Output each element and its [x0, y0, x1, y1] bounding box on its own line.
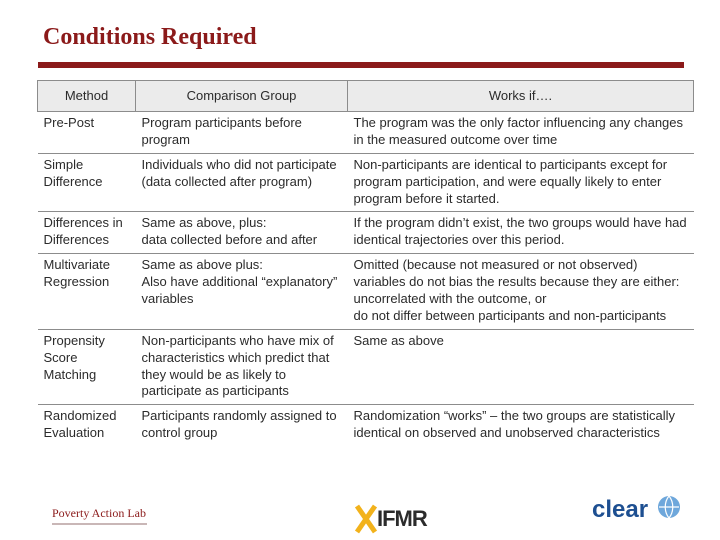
table-row [38, 212, 694, 254]
comparison-group-cell: Same as above plus: Also have additional “explanatory” variables [136, 254, 348, 330]
comparison-group-cell: Non-participants who have mix of characteristics which predict that they would be as likely to participate as participants [136, 329, 348, 405]
works-if-cell: Non-participants are identical to participants except for program participation, and were equally likely to enter program before it started. [348, 153, 694, 212]
clear-logo-text: clear [592, 496, 649, 523]
works-if-cell: If the program didn’t exist, the two groups would have had identical trajectories over this period. [348, 212, 694, 254]
comparison-group-cell: Program participants before program [136, 112, 348, 154]
table-row [38, 405, 694, 446]
column-header-works-if: Works if…. [348, 81, 694, 112]
title-divider [38, 62, 684, 68]
method-cell: Multivariate Regression [38, 254, 136, 330]
works-if-cell: Randomization “works” – the two groups are statistically identical on observed and unobserved characteristics [348, 405, 694, 446]
column-header-method: Method [38, 81, 136, 112]
method-cell: Differences in Differences [38, 212, 136, 254]
page-title: Conditions Required [43, 24, 257, 50]
poverty-action-lab-logo: Poverty Action Lab [52, 506, 146, 520]
method-cell: Pre-Post [38, 112, 136, 154]
table-row [38, 112, 694, 154]
conditions-table [37, 80, 694, 446]
comparison-group-cell: Participants randomly assigned to control group [136, 405, 348, 446]
table-row [38, 153, 694, 212]
method-cell: Propensity Score Matching [38, 329, 136, 405]
method-cell: Randomized Evaluation [38, 405, 136, 446]
ifmr-logo-text: IFMR [377, 506, 427, 531]
works-if-cell: Same as above [348, 329, 694, 405]
footer-logos [0, 498, 720, 540]
method-cell: Simple Difference [38, 153, 136, 212]
clear-logo [590, 498, 690, 538]
table-header-row [38, 81, 694, 112]
works-if-cell: The program was the only factor influencing any changes in the measured outcome over time [348, 112, 694, 154]
comparison-group-cell: Individuals who did not participate (data collected after program) [136, 153, 348, 212]
table-row [38, 329, 694, 405]
table-row [38, 254, 694, 330]
column-header-comparison-group: Comparison Group [136, 81, 348, 112]
globe-icon [654, 492, 684, 522]
poverty-action-lab-tagline-bar [52, 523, 147, 525]
ifmr-logo [355, 504, 465, 538]
ifmr-x-icon [355, 504, 377, 534]
comparison-group-cell: Same as above, plus: data collected before and after [136, 212, 348, 254]
works-if-cell: Omitted (because not measured or not observed) variables do not bias the results because they are either: uncorrelated with the outcome, or do not differ between participants and non-participants [348, 254, 694, 330]
